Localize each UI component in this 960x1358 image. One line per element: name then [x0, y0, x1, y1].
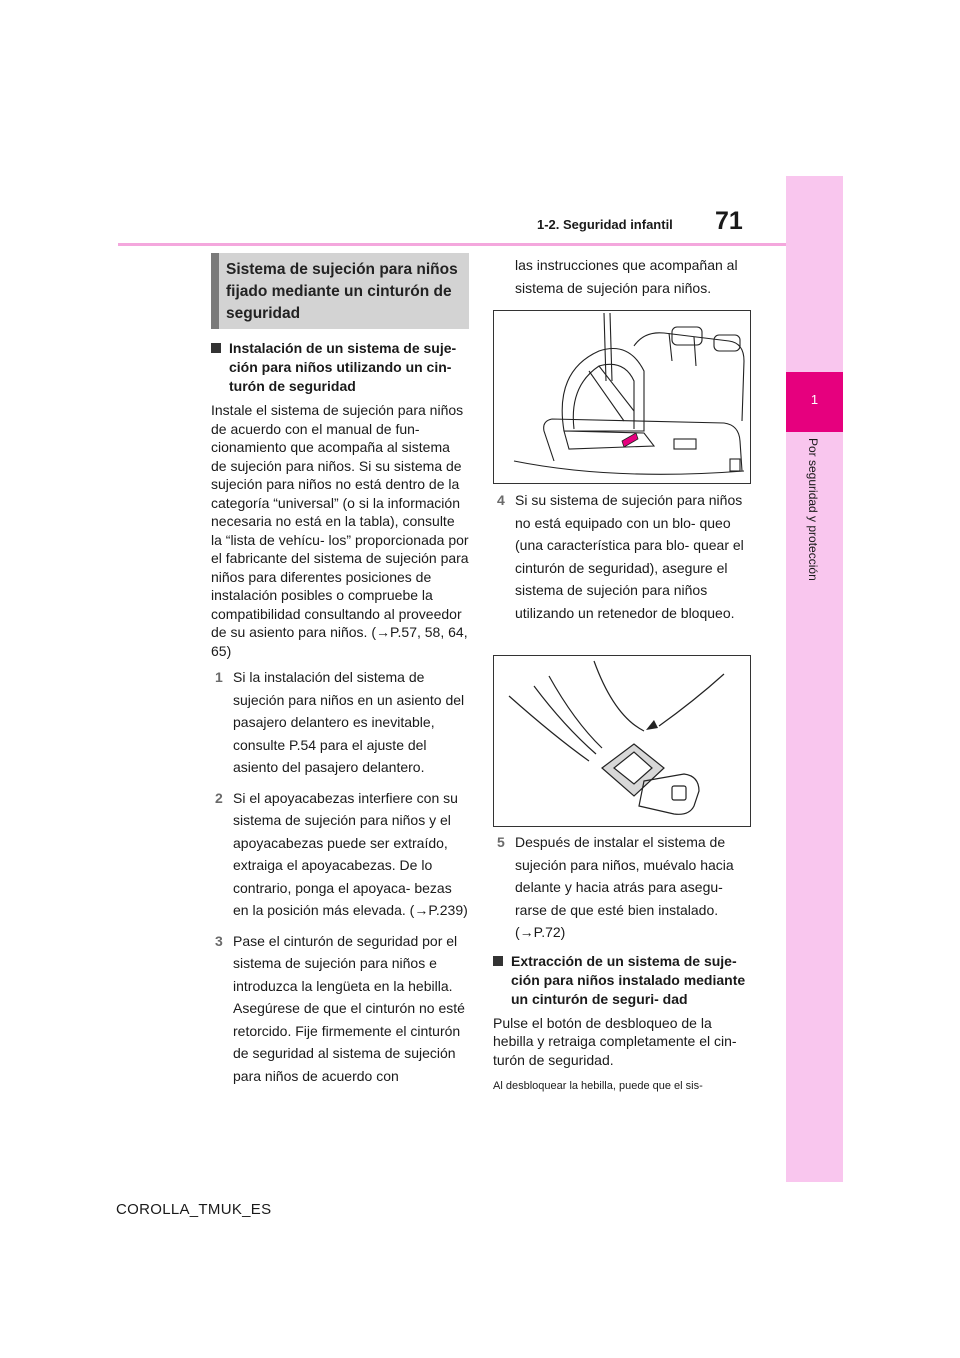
chapter-tab — [786, 372, 843, 432]
subheading-removal: Extracción de un sistema de suje- ción para niños instalado mediante un cinturón de seguri- dad — [493, 952, 755, 1009]
chapter-sidebar — [786, 176, 843, 1182]
section-title-box — [211, 253, 469, 329]
step-5 — [493, 831, 755, 944]
section-title: Sistema de sujeción para niños fijado mediante un cinturón de seguridad — [226, 261, 458, 322]
document-code: COROLLA_TMUK_ES — [116, 1201, 272, 1218]
page-number: 71 — [715, 207, 743, 235]
child-seat-drawing — [494, 311, 750, 483]
right-column-lower — [493, 831, 755, 1096]
step-number: 5 — [497, 834, 505, 850]
locking-clip-drawing — [494, 656, 750, 826]
chapter-number: 1 — [810, 392, 819, 407]
child-seat-illustration — [493, 310, 751, 484]
continuation-text: las instrucciones que acompañan al sistema de sujeción para niños. — [515, 257, 738, 296]
step-text: Si su sistema de sujeción para niños no está equipado con un blo- queo (una característica para blo- quear el cinturón de seguridad), asegure el sistema de sujeción para niños utilizando un retenedor de bloqueo. — [515, 492, 744, 621]
step-number: 2 — [215, 789, 223, 806]
left-column — [211, 339, 469, 1087]
intro-paragraph: Instale el sistema de sujeción para niños de acuerdo con el manual de fun- cionamiento que acompaña al sistema de sujeción para niños. Si su sistema de sujeción para niños no está dentro de la categoría “universal” (o si la información necesaria no está en la tabla), consulte la “lista de vehícu- los” proporcionada por el fabricante del sistema de sujeción para niños para diferentes posiciones de instalación posibles o compruebe la compatibilidad consultando al proveedor de su asiento para niños. (→P.57, 58, 64, 65) — [211, 402, 469, 659]
step-text: Después de instalar el sistema de sujeción para niños, muévalo hacia delante y hacia atrás para asegu- rarse de que esté bien instalado. (→P.72) — [515, 834, 734, 940]
step-3 — [211, 930, 469, 1088]
locking-clip-illustration — [493, 655, 751, 827]
step-text: Si la instalación del sistema de sujeción para niños en un asiento del pasajero delantero es inevitable, consulte P.54 para el ajuste del asiento del pasajero delantero. — [233, 669, 465, 775]
chapter-title: Por seguridad y protección — [806, 438, 820, 581]
removal-paragraph: Pulse el botón de desbloqueo de la hebilla y retraiga completamente el cin- turón de seguridad. — [493, 1014, 737, 1068]
note-text: Al desbloquear la hebilla, puede que el sis- — [493, 1080, 703, 1092]
step-text: Si el apoyacabezas interfiere con su sistema de sujeción para niños y el apoyacabezas puede ser extraído, extraiga el apoyacabezas. De lo contrario, ponga el apoyaca- bezas en la posición más elevada. (→P.239) — [233, 789, 468, 918]
step-1 — [211, 666, 469, 779]
step-text: Pase el cinturón de seguridad por el sistema de sujeción para niños e introduzca la lengüeta en la hebilla. Asegúrese de que el cinturón no esté retorcido. Fije firmemente el cinturón de seguridad al sistema de sujeción para niños de acuerdo con — [233, 932, 465, 1084]
step-2 — [211, 787, 469, 922]
step-4 — [493, 489, 755, 624]
right-column-upper — [493, 489, 755, 624]
step-number: 4 — [497, 492, 505, 508]
header-rule — [118, 243, 786, 246]
running-head: 1-2. Seguridad infantil — [537, 217, 673, 232]
step-number: 1 — [215, 669, 223, 685]
step-number: 3 — [215, 932, 223, 949]
subheading-installation: Instalación de un sistema de suje- ción para niños utilizando un cin- turón de seguridad — [211, 339, 469, 396]
